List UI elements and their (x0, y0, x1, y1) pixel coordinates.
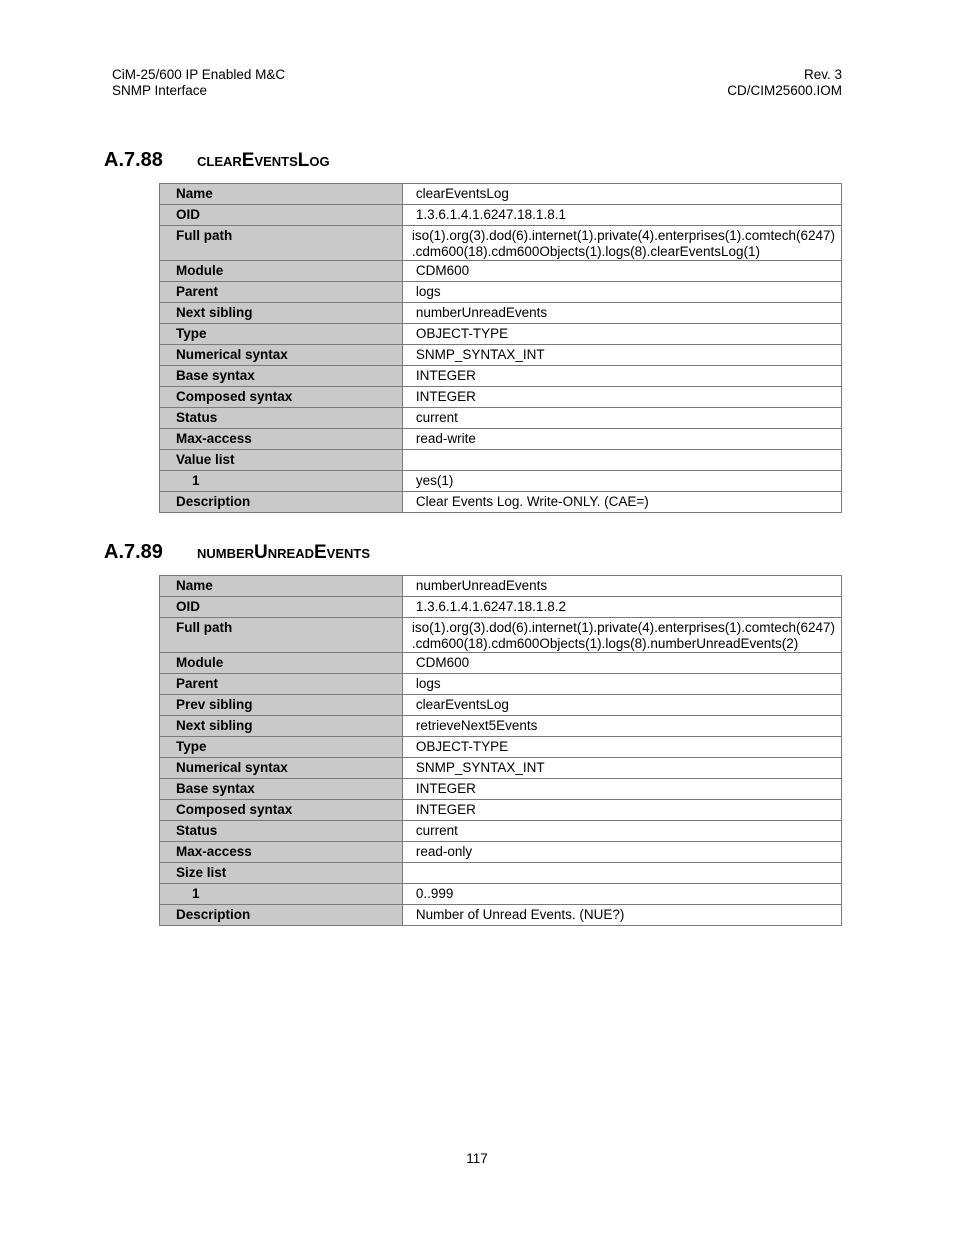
field-label: Composed syntax (160, 800, 403, 821)
field-value: INTEGER (402, 366, 841, 387)
field-value-line: iso(1).org(3).dod(6).internet(1).private(4).enterprises(1).comtech(6247) (411, 620, 835, 635)
field-value: read-write (402, 429, 841, 450)
field-label: Description (160, 492, 403, 513)
oid-table-body (160, 576, 842, 926)
field-value: Number of Unread Events. (NUE?) (402, 905, 841, 926)
field-value: numberUnreadEvents (402, 576, 841, 597)
field-label: Numerical syntax (160, 345, 403, 366)
field-label: Next sibling (160, 303, 403, 324)
field-value: OBJECT-TYPE (402, 737, 841, 758)
table-row (160, 758, 842, 779)
table-row (160, 737, 842, 758)
field-value: SNMP_SYNTAX_INT (402, 345, 841, 366)
field-label: 1 (160, 471, 403, 492)
table-row (160, 905, 842, 926)
field-value: INTEGER (402, 800, 841, 821)
field-value (402, 450, 841, 471)
field-label: Base syntax (160, 779, 403, 800)
oid-table (159, 575, 842, 926)
field-value-line: .cdm600(18).cdm600Objects(1).logs(8).clearEventsLog(1) (411, 244, 760, 259)
table-row (160, 282, 842, 303)
table-row (160, 842, 842, 863)
section-number: A.7.88 (104, 149, 163, 171)
field-label: Max-access (160, 429, 403, 450)
table-row (160, 471, 842, 492)
table-row (160, 450, 842, 471)
field-label: Status (160, 821, 403, 842)
field-label: Full path (160, 618, 403, 653)
table-row (160, 226, 842, 261)
field-label: Numerical syntax (160, 758, 403, 779)
section-title: numberUnreadEvents (197, 542, 371, 563)
oid-table (159, 183, 842, 513)
field-value: current (402, 408, 841, 429)
field-value: OBJECT-TYPE (402, 324, 841, 345)
section-number-unread-events (104, 540, 835, 922)
oid-table-body (160, 184, 842, 513)
field-value: Clear Events Log. Write-ONLY. (CAE=) (402, 492, 841, 513)
table-row (160, 618, 842, 653)
field-label: Parent (160, 282, 403, 303)
field-value (402, 863, 841, 884)
field-value: current (402, 821, 841, 842)
field-value-line: iso(1).org(3).dod(6).internet(1).private(4).enterprises(1).comtech(6247) (411, 228, 835, 243)
table-row (160, 184, 842, 205)
field-value: yes(1) (402, 471, 841, 492)
table-row (160, 779, 842, 800)
header-subtitle: SNMP Interface (112, 83, 208, 98)
table-row (160, 576, 842, 597)
field-label: Module (160, 653, 403, 674)
field-value-line: .cdm600(18).cdm600Objects(1).logs(8).numberUnreadEvents(2) (411, 636, 799, 651)
header-product-title: CiM-25/600 IP Enabled M&C (112, 67, 286, 82)
field-value: CDM600 (402, 261, 841, 282)
table-row (160, 387, 842, 408)
table-row (160, 345, 842, 366)
table-row (160, 821, 842, 842)
section-heading (104, 148, 330, 172)
table-row (160, 863, 842, 884)
field-value: 0..999 (402, 884, 841, 905)
section-number: A.7.89 (104, 541, 163, 563)
field-label: Type (160, 324, 403, 345)
field-label: 1 (160, 884, 403, 905)
header-revision: Rev. 3 (803, 67, 842, 82)
field-label: Size list (160, 863, 403, 884)
field-value: clearEventsLog (402, 184, 841, 205)
field-label: Full path (160, 226, 403, 261)
field-value: INTEGER (402, 387, 841, 408)
field-label: Composed syntax (160, 387, 403, 408)
field-value: retrieveNext5Events (402, 716, 841, 737)
field-value: logs (402, 674, 841, 695)
field-value: read-only (402, 842, 841, 863)
table-row (160, 408, 842, 429)
field-label: Base syntax (160, 366, 403, 387)
field-label: Value list (160, 450, 403, 471)
field-label: Description (160, 905, 403, 926)
table-row (160, 366, 842, 387)
field-value: CDM600 (402, 653, 841, 674)
field-label: Max-access (160, 842, 403, 863)
section-heading (104, 540, 370, 564)
table-row (160, 303, 842, 324)
table-row (160, 205, 842, 226)
table-row (160, 597, 842, 618)
header-left (112, 67, 285, 99)
page-number: 117 (466, 1151, 488, 1166)
section-clear-events-log (104, 148, 835, 509)
table-row (160, 324, 842, 345)
field-value (402, 226, 841, 261)
field-value (402, 618, 841, 653)
table-row (160, 884, 842, 905)
table-row (160, 492, 842, 513)
table-row (160, 653, 842, 674)
field-value: 1.3.6.1.4.1.6247.18.1.8.2 (402, 597, 841, 618)
table-row (160, 800, 842, 821)
header-document-id: CD/CIM25600.IOM (727, 83, 842, 98)
field-label: Module (160, 261, 403, 282)
field-label: OID (160, 597, 403, 618)
field-label: Prev sibling (160, 695, 403, 716)
field-value: 1.3.6.1.4.1.6247.18.1.8.1 (402, 205, 841, 226)
table-row (160, 695, 842, 716)
field-value: numberUnreadEvents (402, 303, 841, 324)
field-label: Name (160, 576, 403, 597)
field-label: Parent (160, 674, 403, 695)
field-label: Type (160, 737, 403, 758)
table-row (160, 261, 842, 282)
field-label: Status (160, 408, 403, 429)
field-label: Next sibling (160, 716, 403, 737)
field-value: INTEGER (402, 779, 841, 800)
header-right (727, 67, 842, 99)
field-label: Name (160, 184, 403, 205)
table-row (160, 716, 842, 737)
field-label: OID (160, 205, 403, 226)
section-title: clearEventsLog (197, 150, 330, 171)
table-row (160, 429, 842, 450)
field-value: logs (402, 282, 841, 303)
table-row (160, 674, 842, 695)
field-value: SNMP_SYNTAX_INT (402, 758, 841, 779)
field-value: clearEventsLog (402, 695, 841, 716)
